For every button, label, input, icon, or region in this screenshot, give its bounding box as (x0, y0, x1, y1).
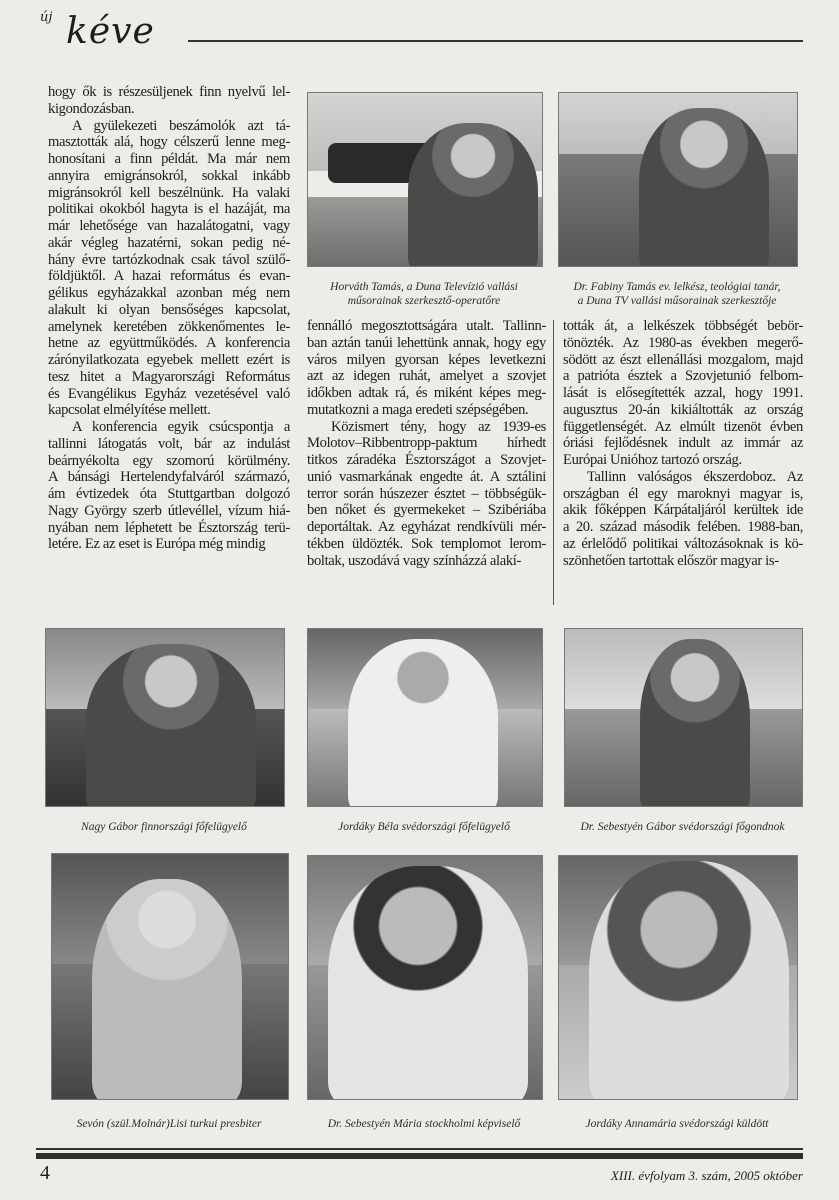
issue-info: XIII. évfolyam 3. szám, 2005 október (610, 1168, 803, 1183)
photo-horvath-tamas (307, 92, 543, 267)
text-line: tesz hitet a Magyarországi Református (48, 368, 290, 385)
text-line: beárnyékolta egy szomorú körülmény. (48, 452, 290, 469)
caption-sebestyen-maria: Dr. Sebestyén Mária stockholmi képviselő (327, 1118, 521, 1130)
footer-rule-thick (36, 1153, 803, 1159)
paragraph (48, 419, 290, 553)
text-line: annyira emigránsokról, sokkal inkább (48, 167, 290, 184)
caption-horvath (307, 280, 541, 308)
text-line: Molotov–Ribbentropp-paktum hírhedt (307, 435, 546, 452)
text-line: A bánsági Hertelendyfalváról származó, (48, 469, 290, 486)
text-column-3 (563, 318, 803, 569)
text-line: óriási fejlődésnek indult az immár az (563, 435, 803, 452)
caption-line: Dr. Fabiny Tamás ev. lelkész, teológiai tanár, (573, 281, 781, 293)
caption-line: a Duna TV vallási műsorainak szerkesztője (577, 295, 777, 307)
caption-jordaky-annamaria: Jordáky Annamária svédországi küldött (585, 1118, 769, 1130)
text-line: tönözték. Az 1980-as években megerő- (563, 334, 803, 351)
text-line: lását is elősegítették azzal, hogy 1991. (563, 385, 803, 401)
text-line: hetne az együttműködés. A konferencia (48, 335, 290, 352)
paragraph (563, 318, 803, 469)
paragraph (48, 84, 290, 118)
text-line: azt az idegen ruhát, amelyet a szovjet (307, 368, 546, 385)
text-line: már lehetősége van hazalátogatni, vagy (48, 218, 290, 234)
text-line: kapcsolat elmélyítése mellett. (48, 402, 211, 419)
text-line: Közismert tény, hogy az 1939-es (331, 418, 546, 435)
caption-sevon: Sevón (szül.Molnár)Lisi turkui presbiter (76, 1118, 262, 1130)
text-line: Nagy György szerb útlevéllel, vízum hiá- (48, 502, 290, 519)
caption-line: Horváth Tamás, a Duna Televízió vallási (330, 281, 518, 293)
text-line: A gyülekezeti beszámolók azt tá- (72, 117, 290, 134)
paragraph (307, 318, 546, 419)
text-line: terror során húszezer észtet – többségük- (307, 485, 546, 502)
paragraph (563, 469, 803, 570)
text-line: hogy ők is részesüljenek finn nyelvű lel- (48, 84, 290, 100)
header-rule (188, 40, 803, 42)
text-line: fennálló megosztottságára utalt. Tallinn- (307, 318, 546, 334)
text-line: város milyen gyorsan képes levetkezni (307, 351, 546, 368)
text-line: politikai okokból hagyta is el hazáját, ma (48, 201, 290, 218)
text-line: időkben adtak rá, és miként képes meg- (307, 385, 546, 401)
text-line: letére. Ez az eset is Európa még mindig (48, 536, 266, 553)
text-line: migránsokról kell beszélnünk. Ha valaki (48, 184, 290, 201)
text-line: szönhetően tartottak először magyar is- (563, 552, 779, 569)
text-column-1 (48, 84, 290, 553)
text-line: Tallinn valóságos ékszerdoboz. Az (587, 468, 803, 485)
logo-prefix: új (40, 10, 53, 25)
text-line: masztották alá, hogy célszerű lenne meg- (48, 134, 290, 151)
text-line: függetlenségét. Az elmúlt tizenöt évben (563, 418, 803, 435)
text-line: ben nőket és gyermekeket – Szibériába (307, 502, 546, 519)
photo-fabiny-tamas (558, 92, 798, 267)
text-line: tották át, a lelkészek többségét bebör- (563, 318, 803, 334)
caption-line: műsorainak szerkesztő-operatőre (347, 295, 501, 307)
text-line: unió vasmarkának engedte át. A sztálini (307, 468, 546, 485)
caption-jordaky-bela: Jordáky Béla svédországi főfelügyelő (338, 821, 510, 833)
text-line: titkos záradéka Észtországot a Szovjet- (307, 452, 546, 468)
text-column-2 (307, 318, 546, 569)
text-line: mutatkozni a maga eredeti szépségében. (307, 401, 529, 418)
text-line: boltak, uszodává vagy színházzá alakí- (307, 552, 522, 569)
text-line: akár végleg hazatérni, sokan pedig né- (48, 234, 290, 251)
text-line: akik főképpen Kárpátaljáról kerültek ide (563, 502, 803, 519)
text-line: nyában nem léphetett be Észtország terü- (48, 519, 290, 536)
text-line: az érlelődő politikai változásoknak is kö- (563, 535, 803, 552)
caption-sebestyen-gabor: Dr. Sebestyén Gábor svédországi főgondnok (580, 821, 785, 833)
paragraph (48, 118, 290, 420)
text-line: tallinni látogatás volt, bár az indulást (48, 435, 290, 452)
text-line: földjüktől. A hazai református és evan- (48, 268, 290, 285)
text-line: országban él egy maroknyi magyar is, (563, 485, 803, 502)
text-line: honosítani a finn példát. Ma már nem (48, 151, 290, 167)
footer-rule (36, 1148, 803, 1150)
text-line: A konferencia egyik csúcspontja a (72, 419, 290, 435)
paragraph (307, 419, 546, 570)
text-line: amelynek keretében zökkenőmentes le- (48, 318, 290, 335)
photo-sevon-lisi (51, 853, 289, 1100)
photo-jordaky-annamaria (558, 855, 798, 1100)
text-line: alakult ki olyan bensőséges kapcsolat, (48, 301, 290, 318)
photo-nagy-gabor (45, 628, 285, 807)
column-divider (553, 320, 554, 605)
text-line: a patrióta észtek a Szovjetunió felbom- (563, 368, 803, 385)
photo-jordaky-bela (307, 628, 543, 807)
text-line: deportáltak. Az egyházat rendkívüli mér- (307, 519, 546, 535)
page-number: 4 (40, 1162, 50, 1184)
text-line: gélikus egyházakkal azonban még nem (48, 285, 290, 301)
text-line: kigondozásban. (48, 100, 135, 117)
text-line: ám évtizedek óta Stuttgartban dolgozó (48, 486, 290, 502)
text-line: Európai Unióhoz tartozó ország. (563, 452, 742, 468)
caption-fabiny (558, 280, 796, 308)
text-line: a 20. század második felében. 1988-ban, (563, 519, 803, 535)
text-line: augusztus 20-án kikiáltották az ország (563, 401, 803, 418)
text-line: tékben üldözték. Sok templomot lerom- (307, 535, 546, 552)
text-line: ban aztán tanúi lehettünk annak, hogy egy (307, 334, 546, 351)
photo-sebestyen-maria (307, 855, 543, 1100)
text-line: hány évre tartózkodnak csak távol szülő- (48, 251, 290, 268)
text-line: zárónyilatkozata egyebek mellett ezért is (48, 352, 290, 368)
caption-nagy: Nagy Gábor finnországi főfelügyelő (81, 821, 247, 833)
photo-sebestyen-gabor (564, 628, 803, 807)
text-line: és Evangélikus Egyház vezetésével való (48, 385, 290, 402)
text-line: södött az észt ellenállási mozgalom, majd (563, 351, 803, 368)
magazine-logo: kéve (66, 11, 155, 52)
